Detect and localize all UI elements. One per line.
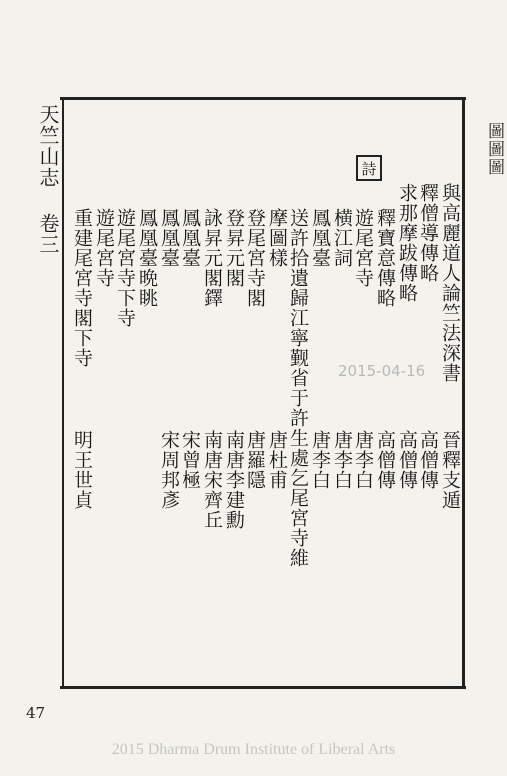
entry-title: 詠昇元閣鐸 <box>201 208 223 308</box>
entry-title: 求那摩跋傳略 <box>396 183 418 303</box>
entry-title: 鳳凰臺 <box>158 208 180 268</box>
entry-author: 宋曾極 <box>179 430 201 490</box>
frame-top <box>60 97 466 100</box>
entry-author: 高僧傳 <box>417 430 439 490</box>
entry-author: 明王世貞 <box>71 430 93 510</box>
entry-title: 釋寶意傳略 <box>374 208 396 308</box>
entry-author: 南唐宋齊丘 <box>201 430 223 530</box>
entry-author: 南唐李建勳 <box>223 430 245 530</box>
entry-author: 唐羅隱 <box>244 430 266 490</box>
entry-title: 鳳凰臺晩眺 <box>136 208 158 308</box>
page-number: 47 <box>26 704 46 722</box>
entry-author: 晉釋支遁 <box>439 430 461 510</box>
entry-author: 唐杜甫 <box>266 430 288 490</box>
frame-right <box>462 97 465 689</box>
frame-bottom <box>60 686 466 689</box>
entry-title: 摩圖樣 <box>266 208 288 268</box>
footer-watermark: 2015 Dharma Drum Institute of Liberal Arts <box>111 741 396 758</box>
side-header: 天竺山志 卷三 <box>36 104 60 255</box>
entry-title: 釋僧導傳略 <box>417 183 439 283</box>
entry-author: 唐李白 <box>309 430 331 490</box>
entry-author: 宋周邦彥 <box>158 430 180 510</box>
right-edge-bleed-text: 圖圖圖 <box>484 122 504 176</box>
entry-title: 送許拾遺歸江寧觐省于許生處乞尾宮寺維 <box>287 208 309 568</box>
entry-title: 遊尾宮寺 <box>352 208 374 288</box>
entry-title: 遊尾宮寺 <box>93 208 115 288</box>
entry-author: 高僧傳 <box>374 430 396 490</box>
frame-left <box>62 97 64 689</box>
entry-title: 與高麗道人論竺法深書 <box>439 183 461 383</box>
entry-title: 鳳凰臺 <box>179 208 201 268</box>
section-marker: 詩 <box>356 155 382 181</box>
entry-author: 高僧傳 <box>396 430 418 490</box>
entry-title: 鳳凰臺 <box>309 208 331 268</box>
entry-title: 登昇元閣 <box>223 208 245 288</box>
entry-title: 登尾宮寺閣 <box>244 208 266 308</box>
entry-title: 遊尾宮寺下寺 <box>114 208 136 328</box>
entry-author: 唐李白 <box>352 430 374 490</box>
entry-title: 重建尾宮寺閣下寺 <box>71 208 93 368</box>
entry-author: 唐李白 <box>331 430 353 490</box>
entry-title: 横江詞 <box>331 208 353 268</box>
date-watermark: 2015-04-16 <box>338 362 426 380</box>
